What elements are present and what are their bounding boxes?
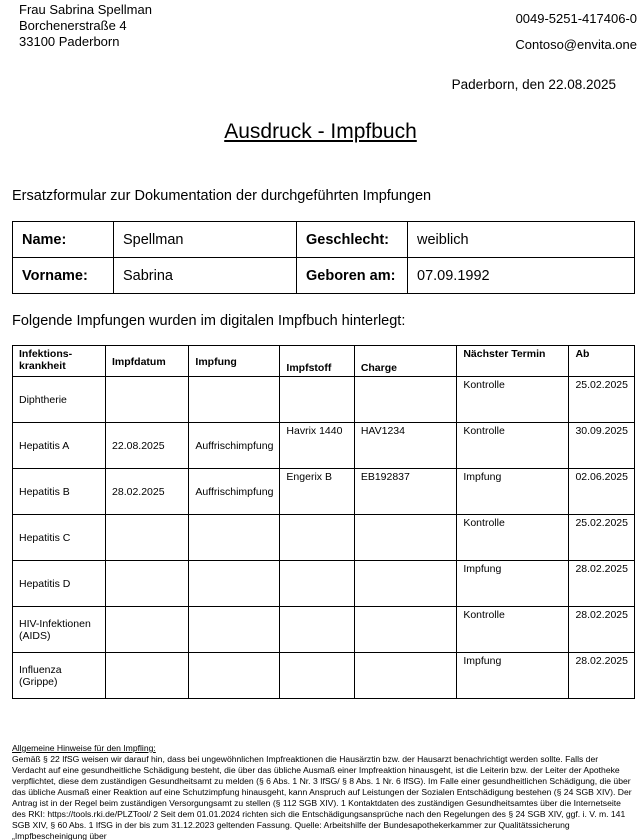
general-notes [12, 743, 632, 840]
notes-heading: Allgemeine Hinweise für den Impfling: [12, 743, 156, 753]
table-cell: Kontrolle [457, 515, 569, 561]
table-cell: Impfung [457, 469, 569, 515]
table-row [13, 423, 635, 469]
table-cell: Kontrolle [457, 423, 569, 469]
table-cell: Influenza (Grippe) [13, 653, 106, 699]
phone: 0049-5251-417406-0 [515, 11, 637, 26]
sender-address [19, 2, 152, 50]
table-cell: Impfung [457, 653, 569, 699]
table-cell: Hepatitis C [13, 515, 106, 561]
intro-text: Folgende Impfungen wurden im digitalen Impfbuch hinterlegt: [12, 313, 406, 329]
column-header: Infektions-krankheit [13, 346, 106, 377]
table-cell [189, 515, 280, 561]
table-cell [354, 377, 457, 423]
table-cell [189, 607, 280, 653]
subtitle: Ersatzformular zur Dokumentation der durchgeführten Impfungen [12, 188, 432, 204]
table-cell: 30.09.2025 [569, 423, 635, 469]
firstname-label: Vorname: [13, 258, 114, 294]
table-cell: 22.08.2025 [106, 423, 189, 469]
table-row [13, 515, 635, 561]
sender-city: 33100 Paderborn [19, 34, 120, 49]
table-cell: Diphtherie [13, 377, 106, 423]
table-cell: 28.02.2025 [569, 561, 635, 607]
table-cell [106, 377, 189, 423]
table-cell: 28.02.2025 [569, 653, 635, 699]
table-cell [189, 377, 280, 423]
table-cell: Engerix B [280, 469, 354, 515]
contact-info [515, 6, 637, 58]
table-cell: 28.02.2025 [569, 607, 635, 653]
table-cell [354, 607, 457, 653]
table-row [13, 377, 635, 423]
table-cell: Kontrolle [457, 377, 569, 423]
name-label: Name: [13, 222, 114, 258]
table-cell: EB192837 [354, 469, 457, 515]
table-cell: HAV1234 [354, 423, 457, 469]
column-header: Nächster Termin [457, 346, 569, 377]
born-label: Geboren am: [297, 258, 408, 294]
table-cell: Kontrolle [457, 607, 569, 653]
column-header: Impfdatum [106, 346, 189, 377]
table-cell: Hepatitis A [13, 423, 106, 469]
table-cell: HIV-Infektionen (AIDS) [13, 607, 106, 653]
sender-name: Frau Sabrina Spellman [19, 2, 152, 17]
table-cell [189, 653, 280, 699]
table-cell: Hepatitis B [13, 469, 106, 515]
column-header: Charge [354, 346, 457, 377]
sender-street: Borchenerstraße 4 [19, 18, 127, 33]
table-cell: Auffrischimpfung [189, 469, 280, 515]
table-cell [280, 653, 354, 699]
column-header: Ab [569, 346, 635, 377]
table-cell [280, 607, 354, 653]
column-header: Impfstoff [280, 346, 354, 377]
table-row [13, 561, 635, 607]
table-cell [106, 607, 189, 653]
table-cell: Havrix 1440 [280, 423, 354, 469]
gender-label: Geschlecht: [297, 222, 408, 258]
page-title: Ausdruck - Impfbuch [224, 120, 417, 143]
email: Contoso@envita.one [515, 37, 637, 52]
born-value: 07.09.1992 [408, 258, 635, 294]
firstname-value: Sabrina [114, 258, 297, 294]
table-cell [354, 561, 457, 607]
vaccination-table [12, 345, 635, 699]
table-cell: Hepatitis D [13, 561, 106, 607]
column-header: Impfung [189, 346, 280, 377]
table-cell [354, 515, 457, 561]
table-cell [106, 561, 189, 607]
notes-text: Gemäß § 22 IfSG weisen wir darauf hin, dass bei ungewöhnlichen Impfreaktionen die Hausärztin bzw. der Hausarzt benachrichtigt werden sollte. Falls der Verdacht auf eine gesundheitliche Schädigung besteht, die über das übliche Ausmaß einer Impfreaktion hinausgeht, ist die Leiterin bzw. der Leiter der Apotheke verpflichtet, diese dem zuständigen Gesundheitsamt zu melden (§ 6 Abs. 1 Nr. 3 IfSG/ § 8 Abs. 1 Nr. 6 IfSG). Im Falle einer gesundheitlichen Schädigung, die über das übliche Ausmaß einer Reaktion auf eine Schutzimpfung hinausgeht, kann Anspruch auf Leistungen der Sozialen Entschädigung bestehen (§ 24 SGB XIV). Der Antrag ist in der Regel beim zuständigen Versorgungsamt zu stellen (§ 112 SGB XIV). 1 Kontaktdaten des zuständigen Gesundheitsamtes über die Internetseite des RKI: https://tools.rki.de/PLZTool/ 2 Seit dem 01.01.2024 richten sich die Entschädigungsansprüche nach den Regelungen des § 24 SGB XIV, ggf. i. V. m. 141 SGB XIV, § 60 Abs. 1 IfSG in der bis zum 31.12.2023 geltenden Fassung. Quelle: Arbeitshilfe der Bundesapothekerkammer zur Qualitätssicherung „Impfbescheinigung über [12, 754, 632, 840]
table-cell [280, 561, 354, 607]
table-cell [106, 515, 189, 561]
table-cell: 28.02.2025 [106, 469, 189, 515]
table-row [13, 469, 635, 515]
table-cell: 25.02.2025 [569, 515, 635, 561]
table-cell [189, 561, 280, 607]
table-cell [106, 653, 189, 699]
table-cell [280, 377, 354, 423]
table-cell: 25.02.2025 [569, 377, 635, 423]
table-cell: Impfung [457, 561, 569, 607]
table-row [13, 607, 635, 653]
place-date: Paderborn, den 22.08.2025 [451, 77, 616, 92]
table-cell [280, 515, 354, 561]
name-value: Spellman [114, 222, 297, 258]
table-cell [354, 653, 457, 699]
gender-value: weiblich [408, 222, 635, 258]
table-cell: 02.06.2025 [569, 469, 635, 515]
table-cell: Auffrischimpfung [189, 423, 280, 469]
patient-info-table [12, 221, 635, 294]
table-row [13, 653, 635, 699]
